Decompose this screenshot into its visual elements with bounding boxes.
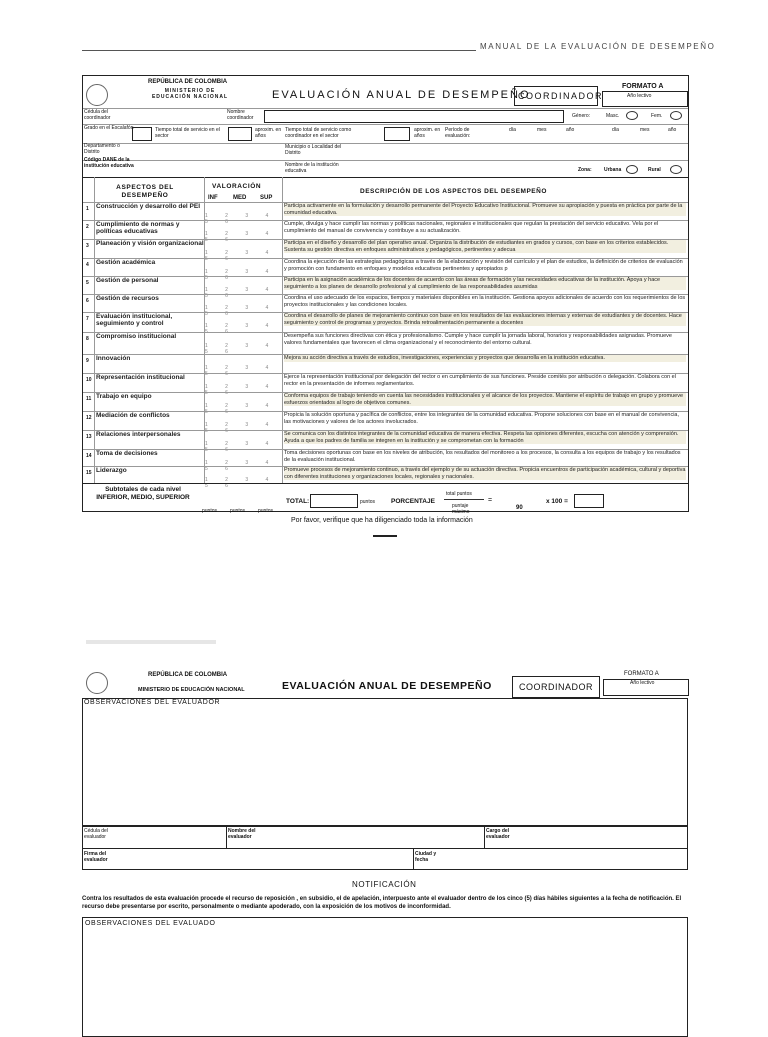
- rating-scale[interactable]: 1 2 3 4 5 6: [205, 287, 277, 299]
- p2-anio-label: Año lectivo: [630, 680, 655, 686]
- anio-label: Año lectivo: [627, 93, 652, 99]
- grado-label: Grado en el Escalafón: [84, 125, 134, 131]
- subtotal-inf-puntos: puntos: [202, 508, 218, 514]
- periodo-label: Período de evaluación:: [445, 127, 471, 139]
- equals-sign: =: [488, 497, 493, 504]
- ministerio-label: MINISTERIO DE EDUCACIÓN NACIONAL: [151, 88, 229, 100]
- dia1-label: día: [509, 127, 516, 133]
- aspect-number: 7: [86, 316, 89, 322]
- genero-label: Género:: [572, 113, 591, 119]
- page-dash: [373, 535, 397, 537]
- fraction-line: [444, 499, 484, 500]
- aspect-description: Ejerce la representación institucional por delegación del rector o en cumplimiento de sus funciones. Preside comités por atribución o delegación. Colabora con el rector en la presentación de informes reglamentarios.: [284, 374, 676, 387]
- percentage-field[interactable]: [574, 494, 604, 508]
- nombre-field[interactable]: [264, 110, 564, 123]
- tiempo-coord-label: Tiempo total de servicio como coordinador en el sector: [285, 127, 352, 139]
- codigo-label: Código DANE de la institución educativa: [84, 157, 134, 169]
- aspect-description: Participa en la asignación académica de los docentes de acuerdo con las áreas de formación y las necesidades educativas de la institución. Apoya y hace seguimiento a los planes de desarrollo profesional y al cumplimiento de las responsabilidades asumidas: [284, 277, 686, 290]
- row-line: [83, 483, 688, 484]
- aspect-number: 11: [86, 396, 92, 402]
- aspect-name: Gestión de personal: [96, 277, 159, 284]
- aspect-description: Cumple, divulga y hace cumplir las normas y políticas nacionales, regionales e institucionales que regulan la prestación del servicio educativo. Vela por el cumplimiento del manual de convivencia y contribuye a su actualización.: [284, 221, 659, 234]
- aspectos-header: ASPECTOS DEL DESEMPEÑO: [116, 184, 174, 199]
- masc-radio[interactable]: [626, 111, 638, 120]
- aspect-number: 6: [86, 298, 89, 304]
- firma-evaluador-label: Firma del evaluador: [84, 851, 108, 863]
- aspect-name: Gestión académica: [96, 259, 156, 266]
- aspect-number: 2: [86, 224, 89, 230]
- aspect-description: Participa en el diseño y desarrollo del plan operativo anual. Organiza la distribución de estudiantes en grados y cursos, con base en los criterios establecidos. Sustenta su gestión directiva en enfoques administrativos y pedagógicos, pertinentes y adecua: [284, 240, 686, 253]
- tiempo-sector-field[interactable]: [228, 127, 252, 141]
- total-label: TOTAL:: [286, 498, 310, 505]
- aspect-number: 9: [86, 358, 89, 364]
- aspect-description: Conforma equipos de trabajo teniendo en cuenta las necesidades institucionales y el alcance de los proyectos. Mantiene el espíritu de trabajo en grupo y promueve esfuerzos orientados al logro de objetivos comunes.: [284, 393, 686, 406]
- aproxim1-label: aproxim. en años: [255, 127, 282, 139]
- grado-field[interactable]: [132, 127, 152, 141]
- ninety-value: 90: [516, 505, 523, 511]
- anio-field[interactable]: [602, 91, 688, 107]
- rating-scale[interactable]: 1 2 3 4 5 6: [205, 343, 277, 355]
- rating-scale[interactable]: 1 2 3 4 5 6: [205, 441, 277, 453]
- observaciones-evaluado-label: OBSERVACIONES DEL EVALUADO: [85, 920, 216, 927]
- total-puntos-label: puntos: [360, 499, 376, 505]
- rating-scale[interactable]: 1 2 3 4 5 6: [205, 231, 277, 243]
- header-rule: [82, 50, 476, 51]
- form-title: EVALUACIÓN ANUAL DE DESEMPEÑO: [272, 89, 531, 101]
- aspect-name: Mediación de conflictos: [96, 412, 170, 419]
- notificacion-heading: NOTIFICACIÓN: [352, 880, 417, 889]
- coat-of-arms-icon: [86, 84, 108, 106]
- aspect-name: Trabajo en equipo: [96, 393, 152, 400]
- rural-radio[interactable]: [670, 165, 682, 174]
- urbana-radio[interactable]: [626, 165, 638, 174]
- inf-header: INF: [208, 195, 218, 201]
- aspect-name: Liderazgo: [96, 467, 127, 474]
- aspect-number: 4: [86, 262, 89, 268]
- aspect-name: Gestión de recursos: [96, 295, 159, 302]
- formato-label: FORMATO A: [622, 83, 664, 90]
- total-puntos-fraction: total puntos: [446, 491, 472, 497]
- aspect-name: Planeación y visión organizacional: [96, 240, 204, 247]
- nombre-inst-label: Nombre de la institución educativa: [285, 162, 339, 174]
- row-line: [83, 143, 688, 144]
- aspect-number: 15: [86, 470, 92, 476]
- col-divider: [484, 826, 485, 848]
- aspect-description: Toma decisiones oportunas con base en los niveles de atribución, los resultados del monitoreo a los procesos, la consulta a los equipos de trabajo y los resultados de la evaluación institucional.: [284, 450, 681, 463]
- subtotales-label: Subtotales de cada nivel INFERIOR, MEDIO, SUPERIOR: [96, 486, 190, 501]
- aspect-description: Propicia la solución oportuna y pacífica de conflictos, entre los integrantes de la comunidad educativa. Propone soluciones con base en el manual de convivencia, las motivaciones y valores de los actores involucrados.: [284, 412, 680, 425]
- nombre-label: Nombre coordinador: [227, 109, 254, 121]
- rural-label: Rural: [648, 167, 661, 173]
- aspect-description: Promueve procesos de mejoramiento continuo, a través del ejemplo y de su actuación directiva. Propicia encuentros de participación académica, cultural y deportiva con diferentes instituciones y organizaciones locales, regionales y nacionales.: [284, 467, 686, 480]
- depto-label: Departamento o Distrito: [84, 143, 120, 155]
- rating-scale[interactable]: 1 2 3 4 5 6: [205, 460, 277, 472]
- aspect-name: Compromiso institucional: [96, 333, 177, 340]
- aspect-name: Cumplimiento de normas y políticas educativas: [96, 221, 180, 235]
- aspect-description: Coordina el desarrollo de planes de mejoramiento continuo con base en los resultados de las evaluaciones internas y externas de estudiantes y de docentes. Hace seguimiento y control de programas y proyectos. Brinda retroalimentación permanente a docentes: [284, 313, 686, 326]
- masc-label: Masc.: [606, 113, 620, 119]
- total-field[interactable]: [310, 494, 358, 508]
- row-line: [83, 177, 688, 178]
- aspect-number: 12: [86, 415, 92, 421]
- p2-ministerio-label: MINISTERIO DE EDUCACIÓN NACIONAL: [138, 687, 245, 693]
- rating-scale[interactable]: 1 2 3 4 5 6: [205, 323, 277, 335]
- col-divider: [94, 177, 95, 483]
- urbana-label: Urbana: [604, 167, 622, 173]
- aspect-name: Representación institucional: [96, 374, 185, 381]
- rating-scale[interactable]: 1 2 3 4 5 6: [205, 269, 277, 281]
- tiempo-coord-field[interactable]: [384, 127, 410, 141]
- observaciones-evaluador-box[interactable]: [82, 698, 688, 826]
- rating-scale[interactable]: 1 2 3 4 5 6: [205, 250, 277, 262]
- fem-label: Fem.: [651, 113, 663, 119]
- p2-formato-label: FORMATO A: [624, 671, 659, 677]
- row-line: [82, 848, 688, 849]
- aspect-number: 1: [86, 206, 89, 212]
- rating-scale[interactable]: 1 2 3 4 5 6: [205, 477, 277, 489]
- republica-label: REPÚBLICA DE COLOMBIA: [148, 79, 228, 85]
- valoracion-header: VALORACIÓN: [212, 183, 262, 190]
- aspect-description: Coordina la ejecución de las estrategias pedagógicas a través de la elaboración y revisión del currículo y el plan de estudios, la definición de criterios de evaluación y promoción con fundamento en enfoques y modelos educativos pertinentes y apropiados p: [284, 259, 683, 272]
- row-line: [83, 160, 688, 161]
- rating-scale[interactable]: 1 2 3 4 5 6: [205, 305, 277, 317]
- municipio-label: Municipio o Localidad del Distrito: [285, 144, 342, 156]
- cargo-evaluador-label: Cargo del evaluador: [486, 828, 510, 840]
- manual-title: MANUAL DE LA EVALUACIÓN DE DESEMPEÑO: [480, 42, 716, 51]
- sup-header: SUP: [260, 195, 273, 201]
- cedula-label: Cédula del coordinador: [84, 109, 111, 121]
- cedula-evaluador-label: Cédula del evaluador: [84, 828, 108, 840]
- p2-role-label: COORDINADOR: [519, 682, 594, 692]
- x100-label: x 100 =: [546, 498, 568, 505]
- fem-radio[interactable]: [670, 111, 682, 120]
- aspect-number: 13: [86, 434, 92, 440]
- mes1-label: mes: [537, 127, 547, 133]
- tiempo-sector-label: Tiempo total de servicio en el sector: [155, 127, 220, 139]
- col-divider: [282, 177, 283, 483]
- aspect-name: Relaciones interpersonales: [96, 431, 181, 438]
- aspect-description: Desempeña sus funciones directivas con ética y profesionalismo. Cumple y hace cumplir la jornada laboral, horarios y responsabilidades asignadas. Promueve valores fundamentales que favorecen el clima organizacional y el reconocimiento del entorno cultural.: [284, 333, 672, 346]
- rating-scale[interactable]: 1 2 3 4 5 6: [205, 422, 277, 434]
- aspect-name: Toma de decisiones: [96, 450, 158, 457]
- aspect-name: Evaluación institucional, seguimiento y control: [96, 313, 173, 327]
- aspect-number: 8: [86, 336, 89, 342]
- aspect-number: 3: [86, 243, 89, 249]
- rating-scale[interactable]: 1 2 3 4 5 6: [205, 213, 277, 225]
- rating-scale[interactable]: 1 2 3 4 5 6: [205, 384, 277, 396]
- subtotal-med-puntos: puntos: [230, 508, 246, 514]
- p2-form-title: EVALUACIÓN ANUAL DE DESEMPEÑO: [282, 680, 492, 692]
- aspect-number: 10: [86, 377, 92, 383]
- rating-scale[interactable]: 1 2 3 4 5 6: [205, 365, 277, 377]
- aspect-description: Se comunica con los distintos integrantes de la comunidad educativa de manera efectiva. Respeta las opiniones diferentes, escucha con atención y comprensión. Ayuda a que los padres de familia se integren en la institución y se comprometan con la formación: [284, 431, 686, 444]
- aspect-number: 5: [86, 280, 89, 286]
- coat-of-arms-icon: [86, 672, 108, 694]
- faded-watermark: [86, 640, 216, 644]
- p2-anio-field[interactable]: [603, 679, 689, 696]
- puntaje-maximo-label: puntaje máximo: [452, 503, 470, 515]
- notificacion-text: Contra los resultados de esta evaluación procede el recurso de reposición , en subsidio, el de apelación, interpuesto ante el evaluador dentro de los cinco (5) días hábiles siguientes a la fecha de notificación. El recurso debe presentarse por escrito, personalmente o mediante apoderado, con la exposición de los motivos de inconformidad.: [82, 896, 682, 910]
- mes2-label: mes: [640, 127, 650, 133]
- col-divider: [413, 848, 414, 870]
- row-line: [83, 124, 688, 125]
- zona-label: Zona:: [578, 167, 592, 173]
- dia2-label: día: [612, 127, 619, 133]
- p2-republica-label: REPÚBLICA DE COLOMBIA: [148, 672, 228, 678]
- aproxim2-label: aproxim. en años: [414, 127, 441, 139]
- aspect-name: Innovación: [96, 355, 131, 362]
- ano1-label: año: [566, 127, 575, 133]
- aspect-name: Construcción y desarrollo del PEI: [96, 203, 201, 210]
- ano2-label: año: [668, 127, 677, 133]
- porcentaje-label: PORCENTAJE: [391, 498, 435, 505]
- observaciones-evaluador-label: OBSERVACIONES DEL EVALUADOR: [84, 699, 221, 706]
- verify-note: Por favor, verifique que ha diligenciado toda la información: [291, 517, 473, 524]
- aspect-number: 14: [86, 453, 92, 459]
- role-label: COORDINADOR: [518, 91, 604, 101]
- aspect-description: Mejora su acción directiva a través de estudios, investigaciones, experiencias y proyectos que desarrolla en la institución educativa.: [284, 355, 686, 362]
- row-line: [83, 108, 688, 109]
- aspect-description: Coordina el uso adecuado de los espacios, tiempos y materiales disponibles en la institución. Gestiona apoyos adicionales de acuerdo con los requerimientos de los proyectos institucionales y las condiciones locales.: [284, 295, 686, 308]
- nombre-evaluador-label: Nombre del evaluador: [228, 828, 256, 840]
- rating-scale[interactable]: 1 2 3 4 5 6: [205, 403, 277, 415]
- med-header: MED: [233, 195, 247, 201]
- description-header: DESCRIPCIÓN DE LOS ASPECTOS DEL DESEMPEÑO: [360, 188, 547, 195]
- col-divider: [226, 826, 227, 848]
- observaciones-evaluado-box[interactable]: [82, 917, 688, 1037]
- ciudad-fecha-label: Ciudad y fecha: [415, 851, 437, 863]
- subtotal-sup-puntos: puntos: [258, 508, 274, 514]
- aspect-description: Participa activamente en la formulación y desarrollo permanente del Proyecto Educativo Institucional. Promueve su apropiación y puesta en práctica por parte de la comunidad educativa.: [284, 203, 686, 216]
